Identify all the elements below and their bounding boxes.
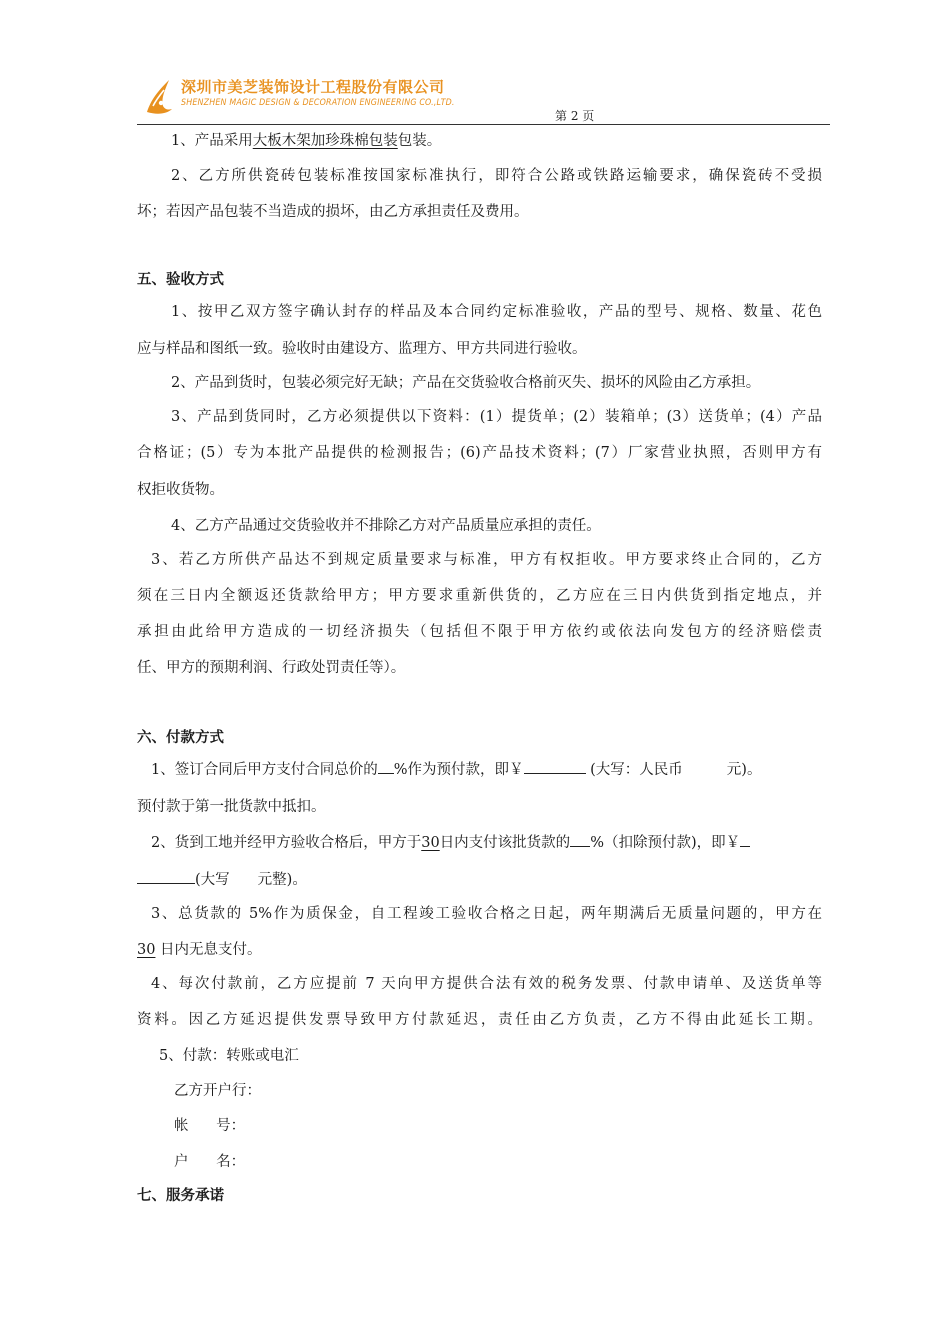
s6-clause-4-line2: 资料。因乙方延迟提供发票导致甲方付款延迟，责任由乙方负责，乙方不得由此延长工期。 [137,1012,822,1028]
s6-clause-5: 5、付款：转账或电汇 [159,1048,299,1064]
payment-amount-blank-a [740,832,750,847]
section-6-title: 六、付款方式 [137,730,224,746]
section-5-title: 五、验收方式 [137,272,224,288]
s5-clause-4: 4、乙方产品通过交货验收并不排除乙方对产品质量应承担的责任。 [171,518,601,534]
packing-clause-2-line1: 2、乙方所供瓷砖包装标准按国家标准执行，即符合公路或铁路运输要求，确保瓷砖不受损 [171,168,822,184]
packing-clause-1: 1、产品采用大板木架加珍珠棉包装包装。 [171,133,442,149]
company-logo-icon [143,76,175,116]
s6-clause-3-line1: 3、总货款的 5%作为质保金，自工程竣工验收合格之日起，两年期满后无质量问题的，甲方在 [151,906,822,922]
packing-method: 大板木架加珍珠棉包装 [252,133,398,149]
payment-amount-blank-b [137,869,195,884]
s5-clause-1-line2: 应与样品和图纸一致。验收时由建设方、监理方、甲方共同进行验收。 [137,341,587,357]
s6-clause-1-line2: 预付款于第一批货款中抵扣。 [137,799,326,815]
company-name-en: SHENZHEN MAGIC DESIGN & DECORATION ENGINEERING CO.,LTD. [181,98,455,108]
s5-clause-5-line2: 须在三日内全额返还货款给甲方；甲方要求重新供货的，乙方应在三日内供货到指定地点，并 [137,588,822,604]
prepay-amount-blank [524,759,586,774]
packing-clause-2-line2: 坏；若因产品包装不当造成的损坏，由乙方承担责任及费用。 [137,204,529,220]
s5-clause-5-line3: 承担由此给甲方造成的一切经济损失（包括但不限于甲方依约或依法向发包方的经济赔偿责 [137,624,822,640]
page-number: 第 2 页 [555,109,595,123]
s5-clause-1-line1: 1、按甲乙双方签字确认封存的样品及本合同约定标准验收，产品的型号、规格、数量、花色 [171,304,822,320]
s6-clause-4-line1: 4、每次付款前，乙方应提前 7 天向甲方提供合法有效的税务发票、付款申请单、及送货单等 [151,976,822,992]
s5-clause-2: 2、产品到货时，包装必须完好无缺；产品在交货验收合格前灭失、损坏的风险由乙方承担。 [171,375,761,391]
prepay-percent-blank [378,759,394,774]
page-header [137,70,830,126]
s5-clause-3-line1: 3、产品到货同时，乙方必须提供以下资料：(1）提货单；(2）装箱单；(3）送货单；(4）产品 [171,409,822,425]
section-7-title: 七、服务承诺 [137,1188,224,1204]
bank-field: 乙方开户行： [174,1083,261,1099]
s6-clause-3-line2: 30 日内无息支付。 [137,942,262,958]
account-field: 帐 号： [174,1118,246,1134]
s5-clause-5-line1: 3、若乙方所供产品达不到规定质量要求与标准，甲方有权拒收。甲方要求终止合同的，乙方 [151,552,822,568]
company-name-cn: 深圳市美芝装饰设计工程股份有限公司 [181,78,445,96]
warranty-days: 30 [137,942,156,958]
account-name-field: 户 名： [174,1154,246,1170]
s6-clause-2-line1: 2、货到工地并经甲方验收合格后，甲方于30日内支付该批货款的 %（扣除预付款)，即￥ [137,825,822,861]
s6-clause-1-line1: 1、签订合同后甲方支付合同总价的 %作为预付款，即￥ (大写：人民币 元)。 [137,752,822,788]
payment-days: 30 [421,835,440,851]
payment-percent-blank [570,832,590,847]
s6-clause-2-line2: (大写 元整)。 [137,862,822,898]
s5-clause-3-line3: 权拒收货物。 [137,482,224,498]
s5-clause-5-line4: 任、甲方的预期利润、行政处罚责任等）。 [137,660,406,676]
s5-clause-3-line2: 合格证；(5）专为本批产品提供的检测报告；(6)产品技术资料；(7）厂家营业执照，否则甲方有 [137,445,822,461]
